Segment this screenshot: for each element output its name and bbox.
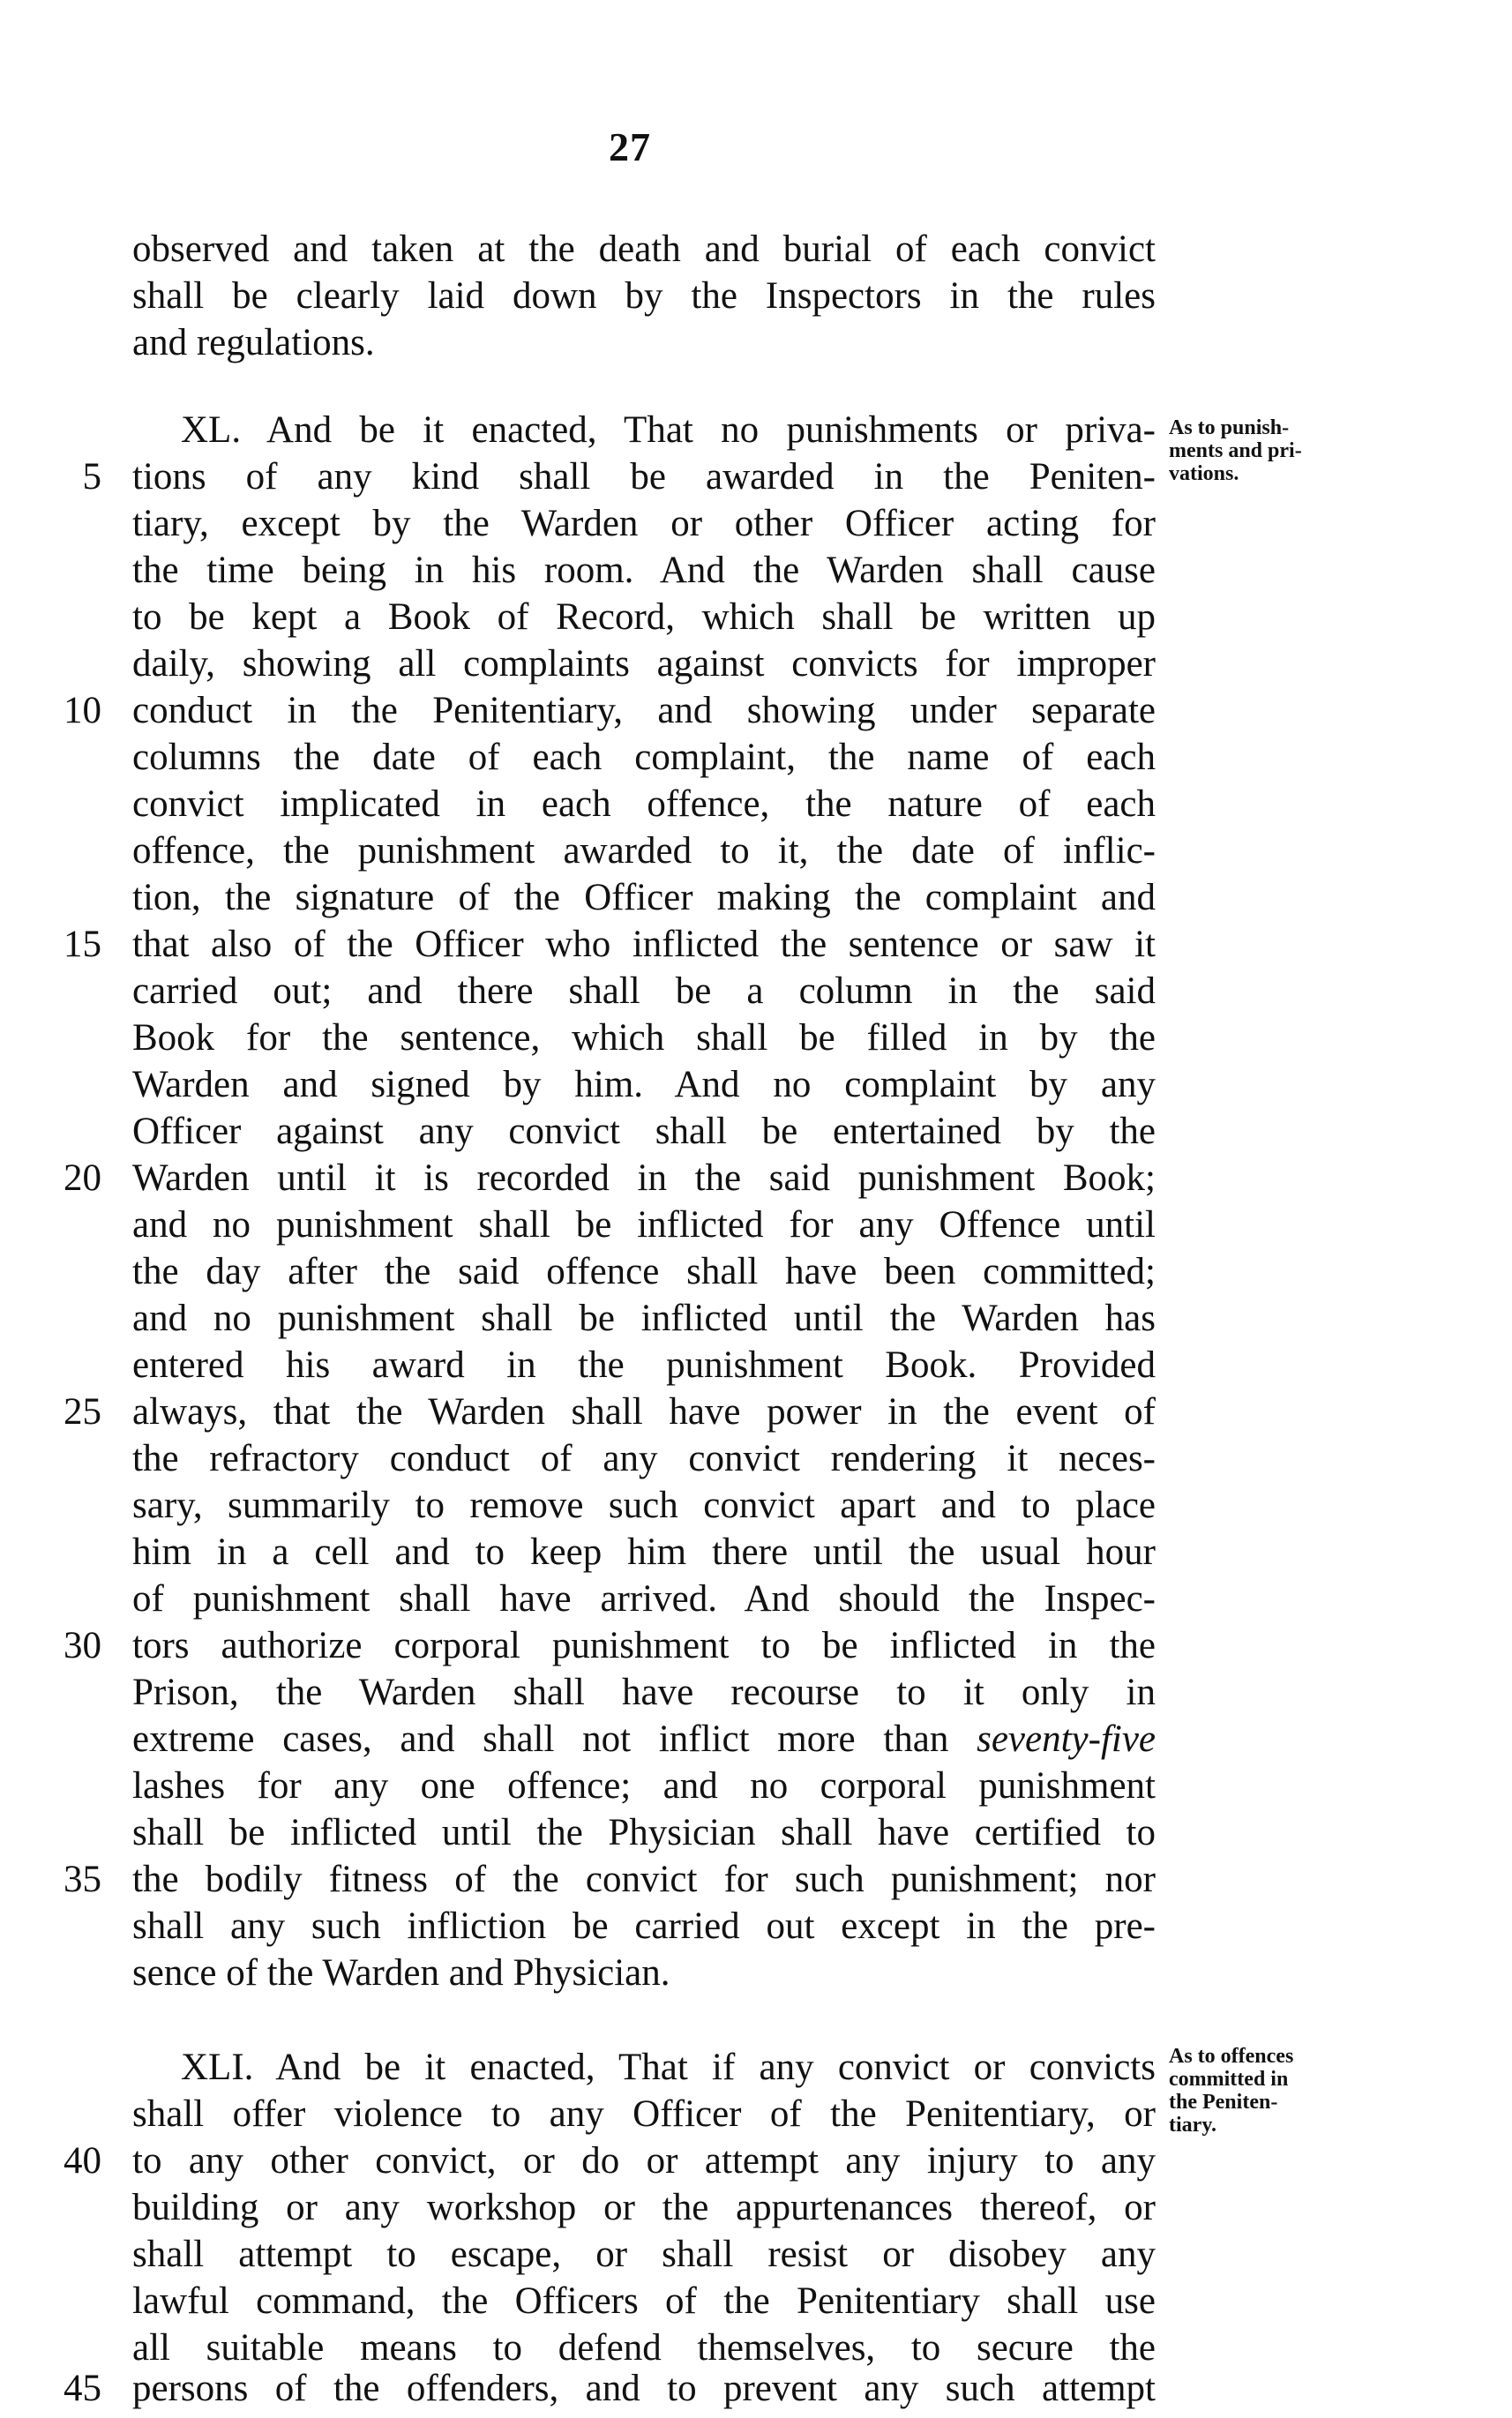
margin-note-line: committed in — [1169, 2068, 1289, 2091]
text-line: observed and taken at the death and burial of each convict — [132, 228, 1156, 270]
line-number: 15 — [64, 924, 101, 965]
text-line: to any other convict, or do or attempt any injury to any — [132, 2140, 1156, 2182]
text-line: Prison, the Warden shall have recourse to it only in — [132, 1672, 1156, 1713]
line-number: 35 — [64, 1859, 101, 1900]
text-line: tions of any kind shall be awarded in the Peniten- — [132, 456, 1156, 498]
margin-note-line: As to offences — [1169, 2045, 1294, 2068]
text-line: daily, showing all complaints against convicts for improper — [132, 643, 1156, 685]
text-line: tiary, except by the Warden or other Officer acting for — [132, 503, 1156, 544]
text-line: offence, the punishment awarded to it, the date of inflic- — [132, 830, 1156, 872]
text-line: of punishment shall have arrived. And should the Inspec- — [132, 1578, 1156, 1620]
text-line: Book for the sentence, which shall be filled in by the — [132, 1017, 1156, 1059]
text-line: the time being in his room. And the Warden shall cause — [132, 550, 1156, 591]
line-number: 40 — [64, 2140, 101, 2182]
margin-note-punishments — [1169, 416, 1302, 485]
text-line: the bodily fitness of the convict for such punishment; nor — [132, 1859, 1156, 1900]
margin-note-line: tiary. — [1169, 2114, 1216, 2137]
line-number: 20 — [64, 1157, 101, 1199]
text-line: always, that the Warden shall have power in the event of — [132, 1391, 1156, 1433]
text-line: building or any workshop or the appurtenances thereof, or — [132, 2187, 1156, 2228]
margin-note-offences — [1169, 2045, 1292, 2137]
section-heading-line: XLI. And be it enacted, That if any convict or convicts — [181, 2047, 1156, 2088]
text-line: entered his award in the punishment Book. Provided — [132, 1344, 1156, 1386]
text-line: to be kept a Book of Record, which shall be written up — [132, 596, 1156, 638]
text-line: shall be clearly laid down by the Inspectors in the rules — [132, 275, 1156, 317]
text-line: shall offer violence to any Officer of the Penitentiary, or — [132, 2093, 1156, 2135]
text-line: Warden until it is recorded in the said punishment Book; — [132, 1157, 1156, 1199]
text-line: convict implicated in each offence, the nature of each — [132, 783, 1156, 825]
margin-note-line: the Peniten- — [1169, 2091, 1278, 2114]
text-line: him in a cell and to keep him there until the usual hour — [132, 1531, 1156, 1573]
text-line: shall attempt to escape, or shall resist or disobey any — [132, 2234, 1156, 2275]
text-line: sary, summarily to remove such convict apart and to place — [132, 1485, 1156, 1526]
text-line: all suitable means to defend themselves, to secure the — [132, 2327, 1156, 2369]
text-line: the refractory conduct of any convict rendering it neces- — [132, 1438, 1156, 1479]
text-line: lawful command, the Officers of the Penitentiary shall use — [132, 2280, 1156, 2322]
italic-phrase: seventy-five — [977, 1718, 1156, 1760]
page-number: 27 — [609, 124, 651, 169]
margin-note-line: vations. — [1169, 462, 1239, 485]
text-line: shall be inflicted until the Physician shall have certified to — [132, 1812, 1156, 1853]
text-line: persons of the offenders, and to prevent any such attempt — [132, 2368, 1156, 2409]
text-line: tors authorize corporal punishment to be inflicted in the — [132, 1625, 1156, 1666]
text-line: sence of the Warden and Physician. — [132, 1952, 670, 1994]
line-number: 5 — [82, 456, 101, 498]
text-line: lashes for any one offence; and no corporal punishment — [132, 1765, 1156, 1807]
line-number: 30 — [64, 1625, 101, 1666]
text-line-with-italic — [132, 1715, 1156, 1764]
text-line: Warden and signed by him. And no complaint by any — [132, 1064, 1156, 1105]
text-line: and regulations. — [132, 322, 375, 363]
text-fragment: extreme cases, and shall not inflict more than — [132, 1718, 949, 1760]
line-number: 45 — [64, 2368, 101, 2409]
section-heading-line: XL. And be it enacted, That no punishments or priva- — [181, 409, 1156, 451]
text-line: columns the date of each complaint, the name of each — [132, 737, 1156, 778]
margin-note-line: As to punish- — [1169, 416, 1290, 439]
text-line: that also of the Officer who inflicted the sentence or saw it — [132, 924, 1156, 965]
text-line: tion, the signature of the Officer making the complaint and — [132, 877, 1156, 918]
text-line: and no punishment shall be inflicted for any Offence until — [132, 1204, 1156, 1246]
text-line: shall any such infliction be carried out except in the pre- — [132, 1905, 1156, 1947]
line-number: 25 — [64, 1391, 101, 1433]
text-line: conduct in the Penitentiary, and showing under separate — [132, 690, 1156, 731]
text-line: the day after the said offence shall have been committed; — [132, 1251, 1156, 1292]
line-number: 10 — [64, 690, 101, 731]
text-line: carried out; and there shall be a column in the said — [132, 970, 1156, 1012]
text-line: Officer against any convict shall be entertained by the — [132, 1111, 1156, 1152]
margin-note-line: ments and pri- — [1169, 439, 1302, 462]
text-line: and no punishment shall be inflicted until the Warden has — [132, 1298, 1156, 1339]
